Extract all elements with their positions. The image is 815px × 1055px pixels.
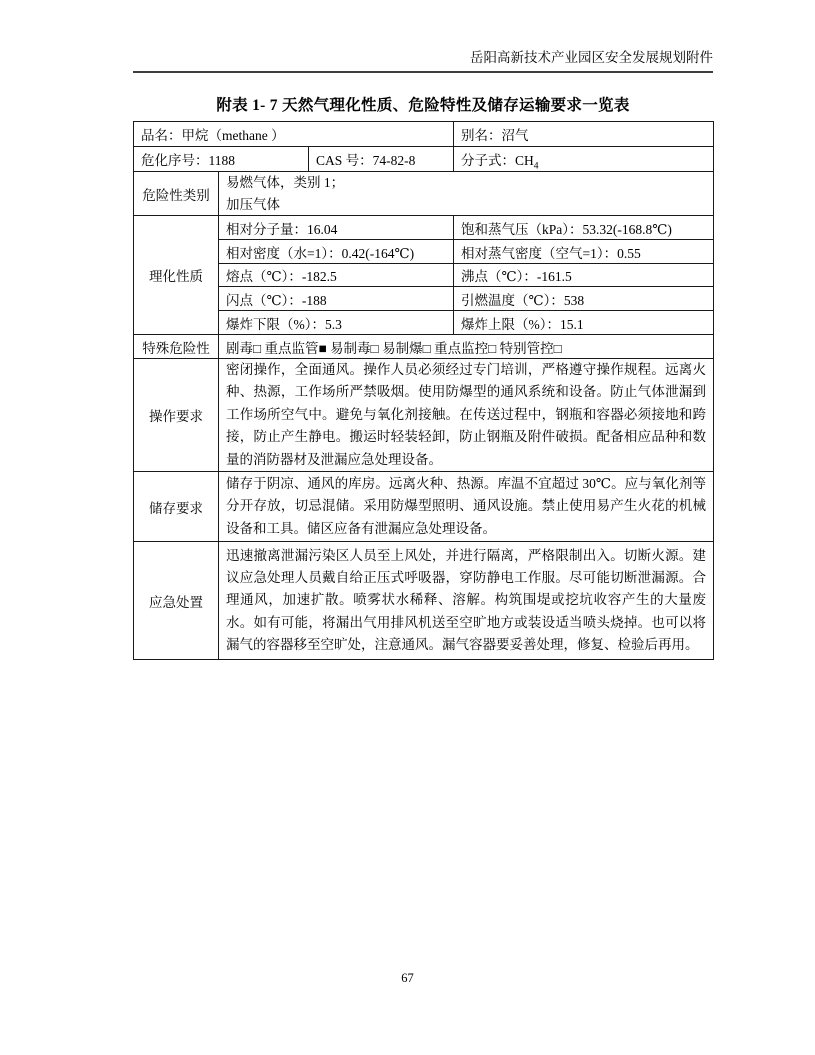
page-number: 67 — [401, 971, 414, 985]
hazard-class-line2: 加压气体 — [226, 196, 280, 212]
alias-cell: 别名：沼气 — [454, 122, 714, 147]
header-title: 岳阳高新技术产业园区安全发展规划附件 — [470, 50, 713, 65]
table-title: 附表 1- 7 天然气理化性质、危险特性及储存运输要求一览表 — [216, 97, 630, 114]
vapor-density-cell: 相对蒸气密度（空气=1）：0.55 — [454, 240, 714, 264]
physical-properties-label: 理化性质 — [134, 216, 219, 335]
emergency-row — [134, 542, 714, 660]
hazard-number-cell: 危化序号：1188 — [134, 147, 309, 172]
molecular-weight-cell: 相对分子量：16.04 — [219, 216, 454, 240]
melting-point-cell: 熔点（℃）：-182.5 — [219, 264, 454, 287]
storage-text: 储存于阴凉、通风的库房。远离火种、热源。库温不宜超过 30℃。应与氧化剂等分开存放，切忌混储。采用防爆型照明、通风设施。禁止使用易产生火花的机械设备和工具。储区应备有泄漏应急处理设备。 — [219, 472, 714, 542]
physical-row — [134, 240, 714, 264]
explosion-upper-limit-cell: 爆炸上限（%）：15.1 — [454, 311, 714, 335]
hazard-class-value — [219, 172, 714, 216]
operation-text: 密闭操作，全面通风。操作人员必须经过专门培训，严格遵守操作规程。远离火种、热源，工作场所严禁吸烟。使用防爆型的通风系统和设备。防止气体泄漏到工作场所空气中。避免与氧化剂接触。在传送过程中，钢瓶和容器必须接地和跨接，防止产生静电。搬运时轻装轻卸，防止钢瓶及附件破损。配备相应品种和数量的消防器材及泄漏应急处理设备。 — [219, 359, 714, 472]
emergency-text: 迅速撤离泄漏污染区人员至上风处，并进行隔离，严格限制出入。切断火源。建议应急处理人员戴自给正压式呼吸器，穿防静电工作服。尽可能切断泄漏源。合理通风，加速扩散。喷雾状水稀释、溶解。构筑围堤或挖坑收容产生的大量废水。如有可能，将漏出气用排风机送至空旷地方或装设适当喷头烧掉。也可以将漏气的容器移至空旷处，注意通风。漏气容器要妥善处理，修复、检验后再用。 — [219, 542, 714, 660]
formula-text: 分子式：CH — [461, 153, 534, 168]
special-hazard-checkboxes: 剧毒□ 重点监管■ 易制毒□ 易制爆□ 重点监控□ 特别管控□ — [219, 335, 714, 359]
physical-row — [134, 264, 714, 287]
special-hazard-label: 特殊危险性 — [134, 335, 219, 359]
special-hazard-row — [134, 335, 714, 359]
molecular-formula-cell — [454, 147, 714, 172]
physical-row — [134, 311, 714, 335]
storage-row — [134, 472, 714, 542]
saturated-vapor-pressure-cell: 饱和蒸气压（kPa）：53.32(-168.8℃) — [454, 216, 714, 240]
boiling-point-cell: 沸点（℃）：-161.5 — [454, 264, 714, 287]
relative-density-cell: 相对密度（水=1）：0.42(-164℃) — [219, 240, 454, 264]
physical-row — [134, 287, 714, 311]
chemical-properties-table — [133, 121, 714, 660]
registry-row — [134, 147, 714, 172]
physical-row — [134, 216, 714, 240]
page-header — [133, 48, 713, 73]
emergency-label: 应急处置 — [134, 542, 219, 660]
identity-row — [134, 122, 714, 147]
ignition-temperature-cell: 引燃温度（℃）：538 — [454, 287, 714, 311]
formula-subscript: 4 — [533, 161, 539, 172]
storage-label: 储存要求 — [134, 472, 219, 542]
hazard-class-line1: 易燃气体，类别 1； — [226, 175, 345, 190]
hazard-class-label: 危险性类别 — [134, 172, 219, 216]
operation-row — [134, 359, 714, 472]
product-name-cell: 品名：甲烷（methane ） — [134, 122, 454, 147]
flash-point-cell: 闪点（℃）：-188 — [219, 287, 454, 311]
hazard-class-row — [134, 172, 714, 216]
page-footer — [0, 971, 815, 986]
cas-number-cell: CAS 号：74-82-8 — [309, 147, 454, 172]
operation-label: 操作要求 — [134, 359, 219, 472]
explosion-lower-limit-cell: 爆炸下限（%）：5.3 — [219, 311, 454, 335]
